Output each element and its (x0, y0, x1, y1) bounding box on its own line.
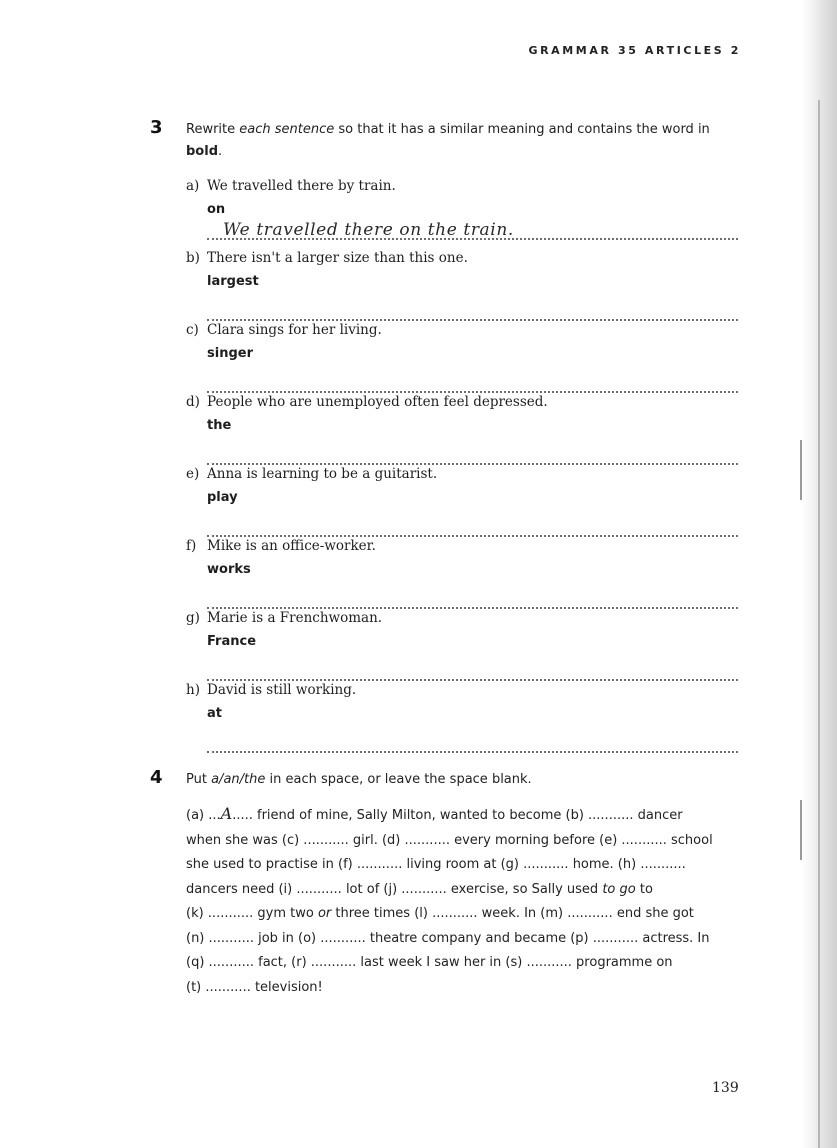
cloze-line: (n) ........... job in (o) ........... theatre company and became (p) ........... actress. In (186, 930, 710, 946)
item-keyword: singer (207, 346, 253, 361)
exercise-3-instruction: Rewrite each sentence so that it has a similar meaning and contains the word in bold. (186, 122, 710, 159)
cloze-line: when she was (c) ........... girl. (d) ........... every morning before (e) ........... school (186, 832, 713, 848)
page-number: 139 (712, 1080, 739, 1096)
answer-line[interactable] (207, 591, 738, 611)
cloze-line: dancers need (i) ........... lot of (j) ........... exercise, so Sally used to go to (186, 881, 653, 897)
answer-line[interactable] (207, 303, 738, 323)
item-sentence: f) Mike is an office-worker. (186, 538, 376, 554)
exercise-item (186, 177, 746, 242)
cloze-line: she used to practise in (f) ........... living room at (g) ........... home. (h) ........... (186, 857, 686, 872)
item-sentence: h) David is still working. (186, 682, 357, 698)
exercise-item (186, 249, 746, 323)
item-sentence: b) There isn't a larger size than this one. (186, 250, 468, 266)
answer-line[interactable] (207, 663, 738, 683)
exercise-4-number: 4 (150, 767, 163, 788)
item-keyword: at (207, 706, 222, 721)
edge-mark (800, 800, 802, 860)
item-sentence: a) We travelled there by train. (186, 178, 396, 194)
exercise-3-number: 3 (150, 117, 163, 138)
item-keyword: France (207, 634, 257, 649)
exercise-item (186, 321, 746, 395)
answer-line[interactable] (207, 447, 738, 467)
running-header: GRAMMAR 35 ARTICLES 2 (528, 44, 741, 57)
cloze-line: (a) ...A..... friend of mine, Sally Milton, wanted to become (b) ........... dancer (186, 804, 683, 823)
item-keyword: the (207, 418, 232, 433)
edge-mark (818, 100, 820, 1148)
exercise-4-instruction: Put a/an/the in each space, or leave the space blank. (186, 772, 532, 787)
item-keyword: largest (207, 274, 259, 289)
exercise-item (186, 537, 746, 611)
cloze-line: (q) ........... fact, (r) ........... last week I saw her in (s) ........... programme on (186, 955, 673, 970)
edge-mark (800, 440, 802, 500)
answer-line[interactable] (207, 222, 738, 242)
item-sentence: e) Anna is learning to be a guitarist. (186, 466, 438, 482)
exercise-item (186, 609, 746, 683)
item-keyword: play (207, 490, 238, 505)
item-keyword: on (207, 202, 226, 217)
exercise-item (186, 393, 746, 467)
handwritten-answer: We travelled there on the train. (223, 220, 514, 240)
item-keyword: works (207, 562, 251, 577)
cloze-paragraph (186, 802, 746, 1000)
answer-line[interactable] (207, 375, 738, 395)
exercise-item (186, 465, 746, 539)
answer-line[interactable] (207, 735, 738, 755)
item-sentence: g) Marie is a Frenchwoman. (186, 610, 383, 626)
cloze-line: (k) ........... gym two or three times (l) ........... week. In (m) ........... end she got (186, 906, 694, 921)
cloze-line: (t) ........... television! (186, 979, 323, 995)
handwritten-answer: A (220, 804, 233, 823)
item-sentence: d) People who are unemployed often feel depressed. (186, 394, 548, 410)
answer-line[interactable] (207, 519, 738, 539)
item-sentence: c) Clara sings for her living. (186, 322, 382, 338)
exercise-item (186, 681, 746, 755)
